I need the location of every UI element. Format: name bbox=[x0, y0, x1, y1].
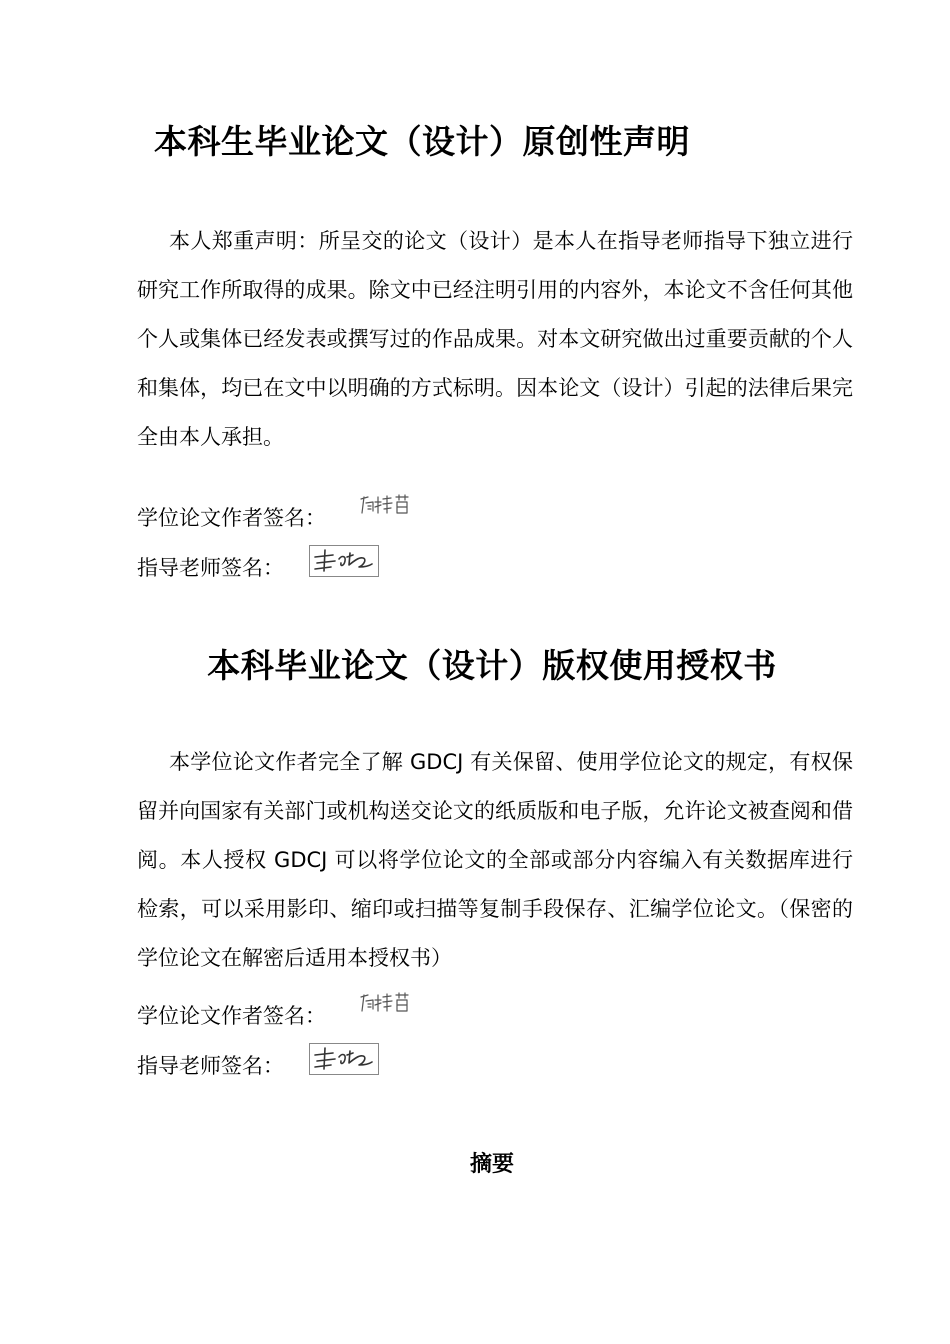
authorization-author-signature-row bbox=[137, 1001, 326, 1031]
advisor-signature-label: 指导老师签名： bbox=[137, 556, 284, 580]
declaration-advisor-signature-row bbox=[137, 553, 284, 583]
author-handwritten-signature bbox=[358, 491, 414, 519]
advisor-signature-label: 指导老师签名： bbox=[137, 1054, 284, 1078]
advisor-handwritten-signature bbox=[309, 1043, 379, 1075]
declaration-author-signature-row bbox=[137, 503, 326, 533]
author-signature-label: 学位论文作者签名： bbox=[137, 1004, 326, 1028]
authorization-title: 本科毕业论文（设计）版权使用授权书 bbox=[207, 646, 777, 685]
authorization-body: 本学位论文作者完全了解 GDCJ 有关保留、使用学位论文的规定，有权保留并向国家有关部门或机构送交论文的纸质版和电子版，允许论文被查阅和借阅。本人授权 GDCJ 可以将学位论文的全部或部分内容编入有关数据库进行检索，可以采用影印、缩印或扫描等复制手段保存、汇编学位论文。（保密的学位论文在解密后适用本授权书） bbox=[137, 750, 853, 970]
author-handwritten-signature bbox=[358, 989, 414, 1017]
authorization-advisor-signature-row bbox=[137, 1051, 284, 1081]
declaration-title: 本科生毕业论文（设计）原创性声明 bbox=[154, 122, 690, 161]
declaration-body: 本人郑重声明：所呈交的论文（设计）是本人在指导老师指导下独立进行研究工作所取得的成果。除文中已经注明引用的内容外，本论文不含任何其他个人或集体已经发表或撰写过的作品成果。对本文研究做出过重要贡献的个人和集体，均已在文中以明确的方式标明。因本论文（设计）引起的法律后果完全由本人承担。 bbox=[137, 229, 853, 449]
author-signature-label: 学位论文作者签名： bbox=[137, 506, 326, 530]
abstract-heading: 摘要 bbox=[469, 1152, 514, 1177]
advisor-handwritten-signature bbox=[309, 545, 379, 577]
